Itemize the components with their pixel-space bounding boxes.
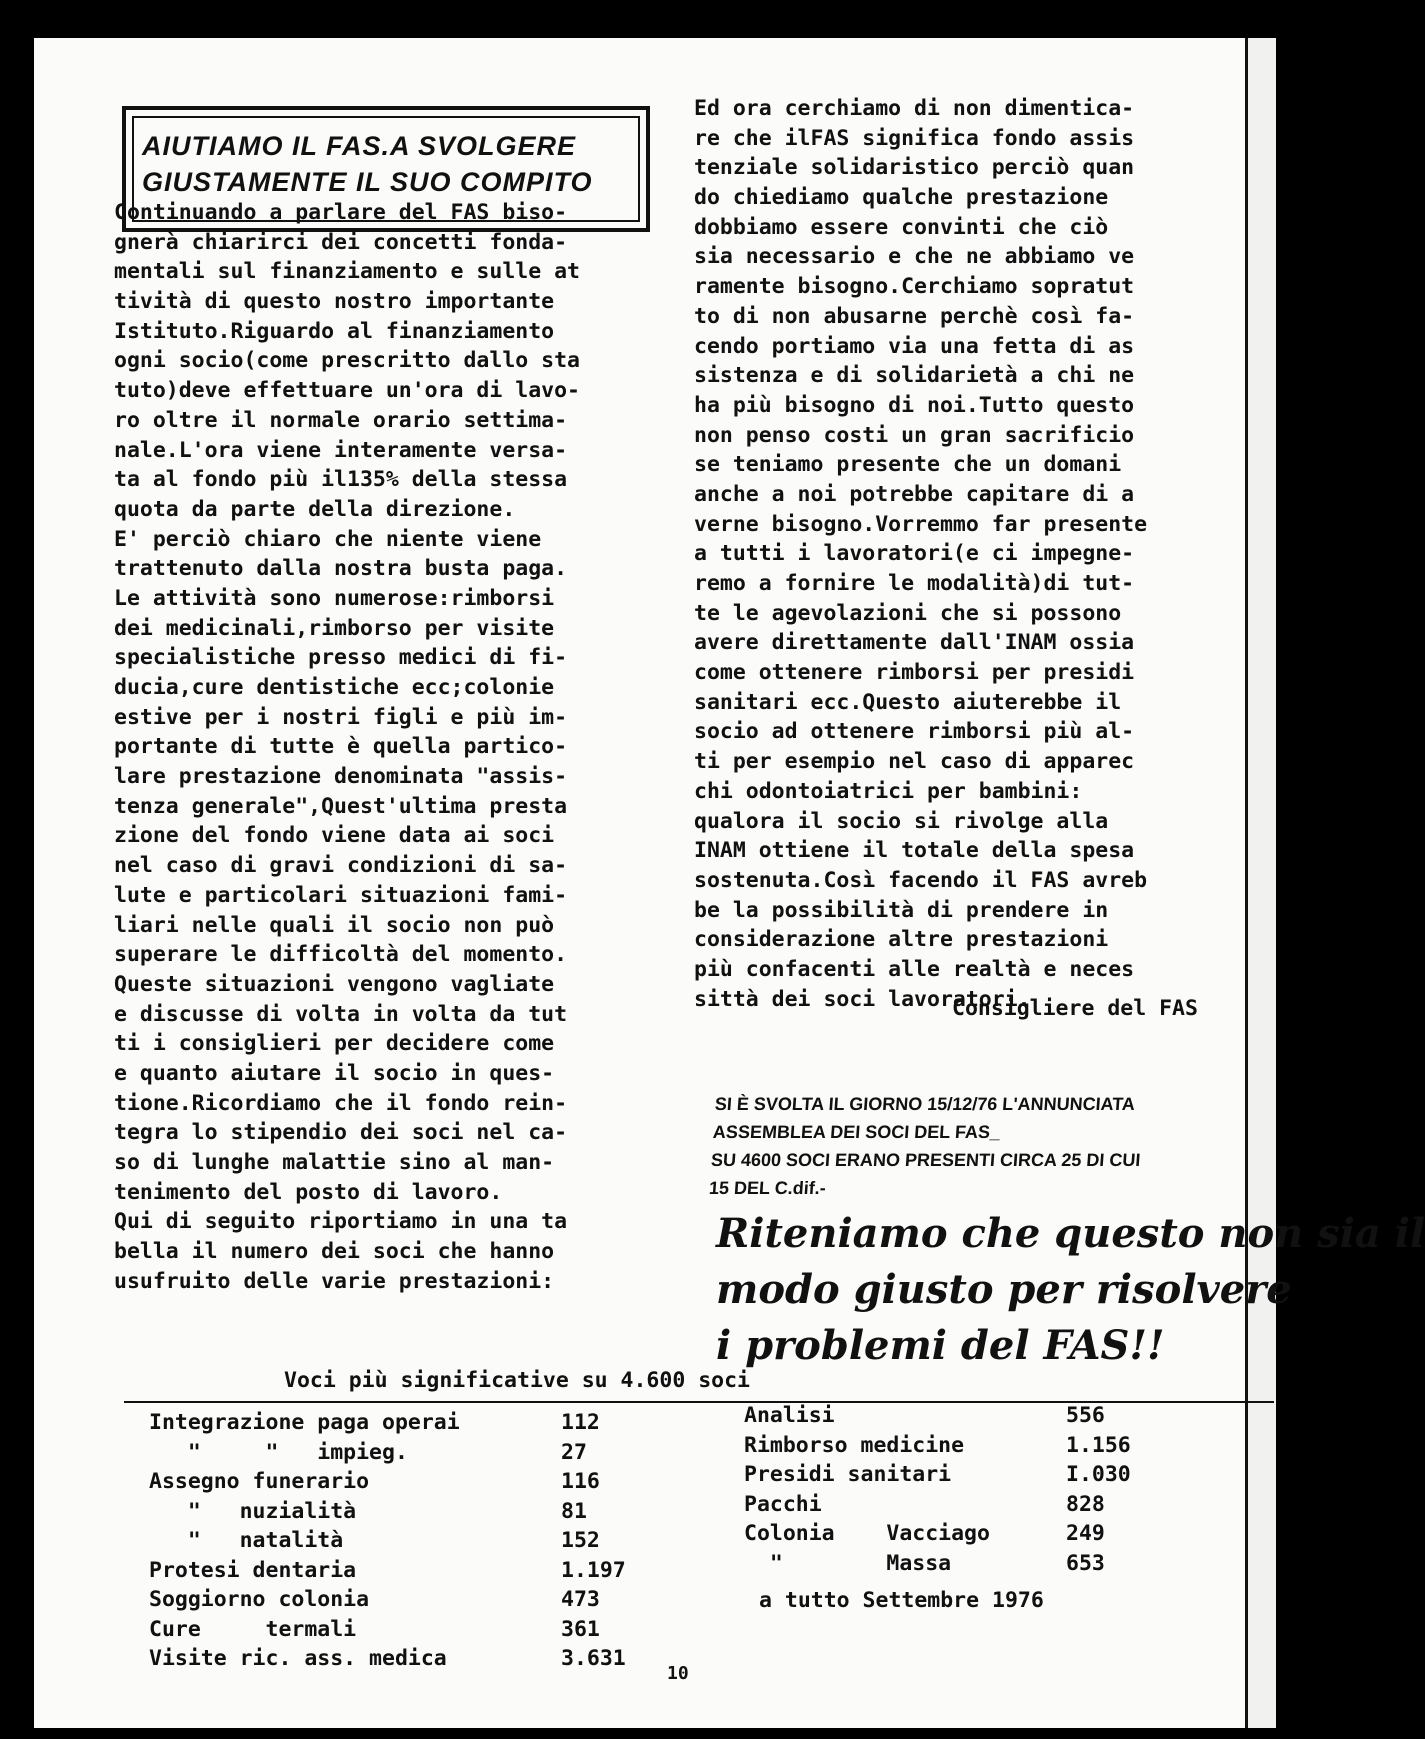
text-line: estive per i nostri figli e più im- [114,704,568,730]
text-line: ha più bisogno di noi.Tutto questo [694,392,1135,418]
title-line-2: GIUSTAMENTE IL SUO COMPITO [142,167,593,197]
table-row-label: Protesi dentaria [149,1557,357,1583]
text-line: liari nelle quali il socio non può [114,912,555,938]
table-row [744,1401,1164,1431]
text-line: superare le difficoltà del momento. [114,942,568,968]
text-line: Continuando a parlare del FAS biso- [114,200,568,225]
text-line: ta al fondo più il135% della stessa [114,467,568,493]
text-line: E' perciò chiaro che niente viene [114,526,542,552]
table-row [744,1519,1164,1549]
table-left [149,1408,669,1674]
handwritten-note-line: ASSEMBLEA DEI SOCI DEL FAS_ [712,1122,1001,1142]
text-line: tuto)deve effettuare un'ora di lavo- [114,378,580,404]
table-row-value: 828 [1066,1491,1105,1517]
right-article-column [694,94,1147,1014]
table-row [744,1431,1164,1461]
text-line: Queste situazioni vengono vagliate [114,971,555,997]
text-line: considerazione altre prestazioni [694,927,1109,953]
table-row-value: 3.631 [561,1646,626,1671]
text-line: verne bisogno.Vorremmo far presente [694,511,1148,537]
text-line: come ottenere rimborsi per presidi [694,660,1135,686]
text-line: qualora il socio si rivolge alla [694,808,1109,834]
table-row-value: I.030 [1066,1462,1131,1487]
text-line: avere direttamente dall'INAM ossia [694,630,1135,656]
text-line: tenza generale",Quest'ultima presta [114,793,568,819]
table-row-label: " natalità [149,1528,344,1553]
text-line: Ed ora cerchiamo di non dimentica- [694,96,1135,121]
text-line: più confacenti alle realtà e neces [694,956,1135,982]
handwritten-script-line: Riteniamo che questo non sia il [716,1210,1425,1257]
table-row-label: " " impieg. [149,1439,408,1465]
text-line: ti i consiglieri per decidere come [114,1031,555,1057]
text-line: bella il numero dei soci che hanno [114,1239,555,1265]
text-line: INAM ottiene il totale della spesa [694,838,1135,864]
table-row-label: Analisi [744,1403,835,1428]
text-line: to di non abusarne perchè così fa- [694,303,1135,329]
table-row [149,1408,669,1438]
text-line: tenimento del posto di lavoro. [114,1179,503,1205]
text-line: ramente bisogno.Cerchiamo sopratut [694,274,1135,300]
table-row-value: 249 [1066,1521,1105,1546]
table-row [149,1644,669,1674]
table-row-value: 1.197 [561,1557,626,1583]
handwritten-script-line: i problemi del FAS!! [716,1322,1165,1369]
text-line: e quanto aiutare il socio in ques- [114,1060,555,1086]
document-page [34,38,1425,1728]
text-line: be la possibilità di prendere in [694,897,1109,923]
text-line: se teniamo presente che un domani [694,452,1122,478]
table-row-value: 473 [561,1587,600,1612]
text-line: dobbiamo essere convinti che ciò [694,214,1109,240]
table-row-value: 152 [561,1528,600,1553]
table-row [149,1585,669,1615]
text-line: sia necessario e che ne abbiamo ve [694,244,1135,270]
table-footnote: a tutto Settembre 1976 [759,1588,1044,1613]
text-line: do chiediamo qualche prestazione [694,185,1109,211]
table-row-label: " nuzialità [149,1498,357,1524]
text-line: cendo portiamo via una fetta di as [694,333,1135,359]
text-line: ti per esempio nel caso di apparec [694,749,1135,775]
table-row-label: Visite ric. ass. medica [149,1646,447,1671]
text-line: trattenuto dalla nostra busta paga. [114,556,568,582]
table-title: Voci più significative su 4.600 soci [284,1368,750,1393]
text-line: zione del fondo viene data ai soci [114,823,555,849]
table-row-value: 27 [561,1439,587,1465]
handwritten-note-line: 15 DEL C.dif.- [708,1178,827,1198]
table-right [744,1401,1164,1578]
table-row [149,1438,669,1468]
table-row-label: Cure termali [149,1616,357,1642]
table-row-label: Soggiorno colonia [149,1587,370,1612]
text-line: a tutti i lavoratori(e ci impegne- [694,541,1135,567]
table-row-value: 361 [561,1616,600,1642]
text-line: specialistiche presso medici di fi- [114,645,568,671]
text-line: portante di tutte è quella partico- [114,734,568,760]
page-edge [1245,38,1276,1728]
handwritten-script-line: modo giusto per risolvere [716,1266,1292,1313]
text-line: re che ilFAS significa fondo assis [694,125,1135,151]
table-row-label: " Massa [744,1550,952,1576]
table-row [744,1490,1164,1520]
table-row-label: Presidi sanitari [744,1462,952,1487]
table-row [149,1556,669,1586]
text-line: lute e particolari situazioni fami- [114,882,568,908]
text-line: sanitari ecc.Questo aiuterebbe il [694,689,1122,715]
text-line: socio ad ottenere rimborsi più al- [694,719,1135,745]
table-row-label: Rimborso medicine [744,1432,965,1458]
text-line: tività di questo nostro importante [114,289,555,315]
table-row-label: Colonia Vacciago [744,1521,990,1546]
text-line: sittà dei soci lavoratori. [694,986,1031,1012]
text-line: ducia,cure dentistiche ecc;colonie [114,675,555,700]
text-line: sistenza e di solidarietà a chi ne [694,363,1135,389]
text-line: mentali sul finanziamento e sulle at [114,259,580,285]
table-row-value: 112 [561,1410,600,1435]
text-line: gnerà chiarirci dei concetti fonda- [114,229,568,255]
table-row-value: 653 [1066,1550,1105,1576]
text-line: te le agevolazioni che si possono [694,600,1122,626]
left-article-column [114,198,580,1296]
table-row [149,1497,669,1527]
text-line: tegra lo stipendio dei soci nel ca- [114,1120,568,1146]
table-row [149,1526,669,1556]
table-row-value: 556 [1066,1403,1105,1428]
text-line: nel caso di gravi condizioni di sa- [114,853,568,879]
text-line: non penso costi un gran sacrificio [694,422,1135,448]
text-line: Istituto.Riguardo al finanziamento [114,318,555,344]
text-line: tione.Ricordiamo che il fondo rein- [114,1090,568,1116]
text-line: e discusse di volta in volta da tut [114,1001,568,1027]
text-line: Qui di seguito riportiamo in una ta [114,1209,568,1235]
text-line: usufruito delle varie prestazioni: [114,1268,555,1294]
table-row-value: 116 [561,1469,600,1494]
table-row-label: Assegno funerario [149,1469,370,1494]
table-row [149,1467,669,1497]
text-line: ro oltre il normale orario settima- [114,407,568,433]
table-row-label: Integrazione paga operai [149,1410,460,1435]
text-line: so di lunghe malattie sino al man- [114,1150,555,1175]
text-line: lare prestazione denominata "assis- [114,764,568,790]
handwritten-script [716,1206,1425,1374]
handwritten-note [708,1090,1145,1202]
table-row-value: 81 [561,1498,587,1524]
text-line: sostenuta.Così facendo il FAS avreb [694,867,1148,893]
text-line: anche a noi potrebbe capitare di a [694,481,1135,507]
handwritten-note-line: SU 4600 SOCI ERANO PRESENTI CIRCA 25 DI CUI [710,1150,1142,1170]
text-line: remo a fornire le modalità)di tut- [694,571,1135,596]
text-line: Le attività sono numerose:rimborsi [114,585,555,611]
text-line: dei medicinali,rimborso per visite [114,615,555,641]
text-line: tenziale solidaristico perciò quan [694,155,1135,181]
text-line: ogni socio(come prescritto dallo sta [114,348,580,374]
signature: Consigliere del FAS [952,996,1198,1021]
table-row [149,1615,669,1645]
text-line: quota da parte della direzione. [114,496,516,522]
handwritten-note-line: SI È SVOLTA IL GIORNO 15/12/76 L'ANNUNCIATA [714,1094,1136,1114]
page-number: 10 [667,1663,689,1684]
table-row [744,1549,1164,1579]
text-line: chi odontoiatrici per bambini: [694,778,1083,804]
table-row-value: 1.156 [1066,1432,1131,1458]
table-row-label: Pacchi [744,1491,822,1517]
text-line: nale.L'ora viene interamente versa- [114,437,568,463]
title-line-1: AIUTIAMO IL FAS.A SVOLGERE [142,131,577,161]
table-row [744,1460,1164,1490]
